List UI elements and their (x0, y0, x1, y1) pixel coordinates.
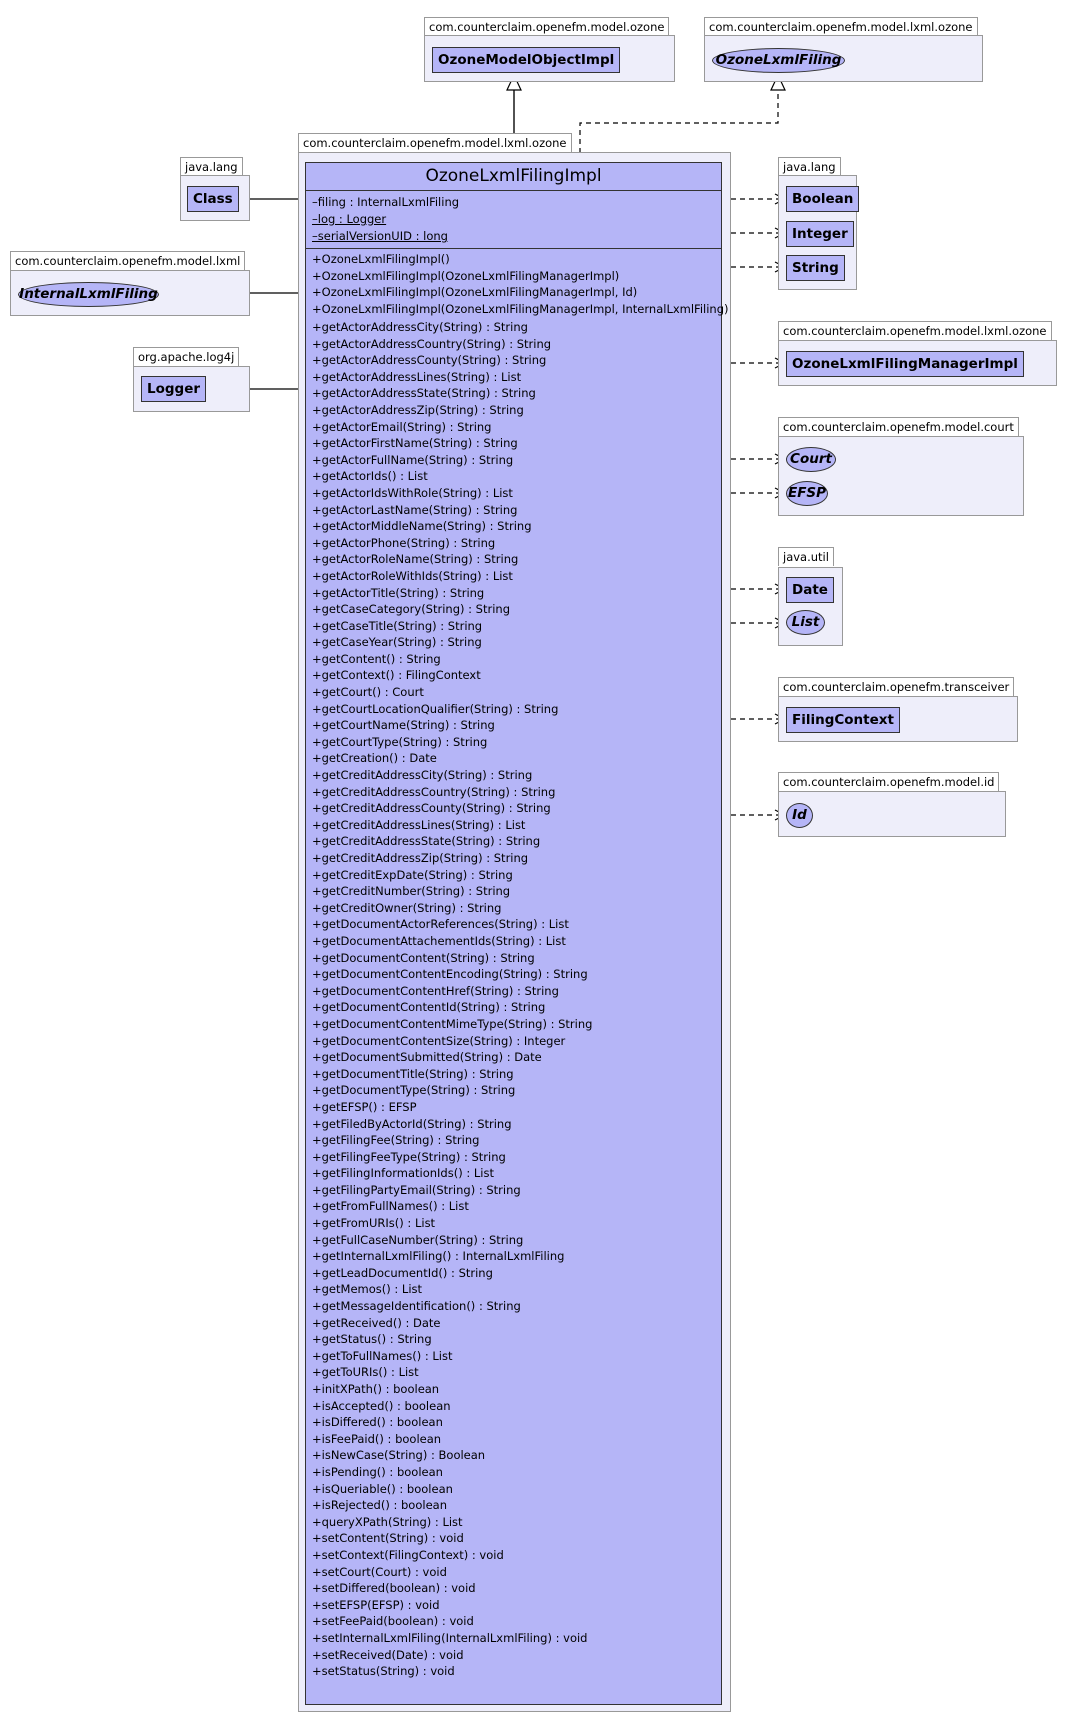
interface-court[interactable]: Court (786, 447, 836, 472)
method-row: +isQueriable() : boolean (312, 1481, 453, 1496)
method-row: +getDocumentContentEncoding(String) : String (312, 967, 588, 982)
method-row: +getCreditAddressCounty(String) : String (312, 801, 551, 816)
method-row: +getActorAddressLines(String) : List (312, 369, 522, 384)
class-class[interactable]: Class (187, 186, 239, 212)
method-row: +getCaseYear(String) : String (312, 635, 482, 650)
class-logger[interactable]: Logger (141, 376, 206, 402)
method-row: +getCreditOwner(String) : String (312, 900, 502, 915)
method-row: +getStatus() : String (312, 1332, 432, 1347)
constructor-row: +OzoneLxmlFilingImpl(OzoneLxmlFilingManagerImpl, Id) (312, 285, 638, 300)
method-row: +getDocumentType(String) : String (312, 1083, 516, 1098)
method-row: +getCourtType(String) : String (312, 734, 488, 749)
package-tab-model-ozone: com.counterclaim.openefm.model.ozone (424, 17, 669, 36)
method-row: +getReceived() : Date (312, 1315, 441, 1330)
static-field-row: –serialVersionUID : long (312, 228, 448, 243)
method-row: +getActorPhone(String) : String (312, 535, 496, 550)
method-row: +setCourt(Court) : void (312, 1564, 447, 1579)
method-row: +getCreditExpDate(String) : String (312, 867, 513, 882)
method-row: +getDocumentSubmitted(String) : Date (312, 1050, 542, 1065)
class-ozone-lxml-filing-manager-impl[interactable]: OzoneLxmlFilingManagerImpl (786, 351, 1024, 377)
method-row: +getDocumentContentId(String) : String (312, 1000, 546, 1015)
method-row: +getFromFullNames() : List (312, 1199, 469, 1214)
method-row: +getActorAddressCountry(String) : String (312, 336, 552, 351)
method-row: +isDiffered() : boolean (312, 1415, 443, 1430)
method-row: +isPending() : boolean (312, 1464, 443, 1479)
separator-fields (306, 190, 721, 191)
method-row: +getActorAddressState(String) : String (312, 386, 536, 401)
method-row: +isRejected() : boolean (312, 1498, 447, 1513)
method-row: +getFiledByActorId(String) : String (312, 1116, 512, 1131)
method-row: +getDocumentAttachementIds(String) : List (312, 933, 566, 948)
method-row: +getToURIs() : List (312, 1365, 419, 1380)
class-string[interactable]: String (786, 255, 845, 281)
method-row: +setReceived(Date) : void (312, 1647, 464, 1662)
method-row: +getContent() : String (312, 651, 441, 666)
method-row: +getToFullNames() : List (312, 1348, 453, 1363)
method-row: +isNewCase(String) : Boolean (312, 1448, 486, 1463)
method-row: +isFeePaid() : boolean (312, 1431, 442, 1446)
method-row: +getFilingPartyEmail(String) : String (312, 1182, 521, 1197)
method-row: +getDocumentContent(String) : String (312, 950, 535, 965)
method-row: +getActorAddressCity(String) : String (312, 320, 528, 334)
interface-efsp[interactable]: EFSP (786, 481, 828, 506)
interface-id[interactable]: Id (786, 803, 813, 828)
interface-list[interactable]: List (786, 610, 825, 635)
method-row: +getActorIdsWithRole(String) : List (312, 485, 513, 500)
method-row: +getCreditAddressCountry(String) : String (312, 784, 556, 799)
method-row: +getFullCaseNumber(String) : String (312, 1232, 524, 1247)
package-tab-model-lxml: com.counterclaim.openefm.model.lxml (10, 251, 245, 270)
constructor-row: +OzoneLxmlFilingImpl(OzoneLxmlFilingManagerImpl) (312, 268, 620, 283)
method-row: +getCreation() : Date (312, 751, 437, 766)
method-row: +getFilingFeeType(String) : String (312, 1149, 506, 1164)
static-field-row: –log : Logger (312, 212, 387, 226)
method-row: +getMemos() : List (312, 1282, 423, 1297)
method-row: +getCreditNumber(String) : String (312, 884, 511, 899)
method-row: +queryXPath(String) : List (312, 1514, 463, 1529)
static-fields-list (312, 211, 448, 244)
method-row: +getCourtLocationQualifier(String) : String (312, 701, 559, 716)
method-row: +setEFSP(EFSP) : void (312, 1597, 440, 1612)
class-date[interactable]: Date (786, 577, 834, 603)
method-row: +setContext(FilingContext) : void (312, 1547, 504, 1562)
method-row: +getActorRoleWithIds(String) : List (312, 568, 513, 583)
method-row: +getMessageIdentification() : String (312, 1299, 521, 1314)
separator-operations (306, 248, 721, 249)
method-row: +getLeadDocumentId() : String (312, 1265, 493, 1280)
method-row: +getCourtName(String) : String (312, 718, 495, 733)
method-row: +getFilingFee(String) : String (312, 1133, 480, 1148)
method-row: +getContext() : FilingContext (312, 668, 481, 683)
method-row: +getDocumentActorReferences(String) : List (312, 917, 569, 932)
method-row: +getDocumentContentMimeType(String) : String (312, 1016, 593, 1031)
method-row: +isAccepted() : boolean (312, 1398, 451, 1413)
constructor-row: +OzoneLxmlFilingImpl(OzoneLxmlFilingManagerImpl, InternalLxmlFiling) (312, 301, 729, 316)
constructor-row: +OzoneLxmlFilingImpl() (312, 252, 450, 266)
class-filing-context[interactable]: FilingContext (786, 707, 900, 733)
method-row: +getFilingInformationIds() : List (312, 1166, 494, 1181)
class-ozone-lxml-filing-impl[interactable] (305, 162, 729, 1705)
package-tab-java-lang-left: java.lang (180, 157, 243, 176)
constructors-list (312, 251, 729, 317)
method-row: +getActorTitle(String) : String (312, 585, 485, 600)
method-row: +getActorAddressCounty(String) : String (312, 353, 547, 368)
method-row: +initXPath() : boolean (312, 1382, 440, 1396)
package-tab-lxml-ozone-main: com.counterclaim.openefm.model.lxml.ozone (298, 133, 572, 152)
method-row: +setDiffered(boolean) : void (312, 1581, 476, 1596)
package-tab-java-util: java.util (778, 547, 834, 566)
method-row: +getActorLastName(String) : String (312, 502, 518, 517)
class-ozone-model-object-impl[interactable]: OzoneModelObjectImpl (432, 47, 620, 73)
method-row: +setFeePaid(boolean) : void (312, 1614, 474, 1629)
method-row: +setStatus(String) : void (312, 1664, 455, 1679)
method-row: +getActorEmail(String) : String (312, 419, 492, 434)
method-row: +getCreditAddressState(String) : String (312, 834, 541, 849)
method-row: +getActorAddressZip(String) : String (312, 402, 524, 417)
package-tab-log4j: org.apache.log4j (133, 347, 239, 366)
method-row: +getFromURIs() : List (312, 1216, 436, 1231)
method-row: +setContent(String) : void (312, 1531, 464, 1546)
package-tab-java-lang-right: java.lang (778, 157, 841, 176)
method-row: +setInternalLxmlFiling(InternalLxmlFiling) : void (312, 1630, 588, 1645)
method-row: +getActorIds() : List (312, 469, 428, 484)
package-tab-lxml-ozone-right: com.counterclaim.openefm.model.lxml.ozone (778, 321, 1052, 340)
method-row: +getEFSP() : EFSP (312, 1099, 417, 1114)
package-tab-transceiver: com.counterclaim.openefm.transceiver (778, 677, 1014, 696)
methods-list (312, 319, 592, 1680)
field-row: –filing : InternalLxmlFiling (312, 195, 460, 209)
method-row: +getInternalLxmlFiling() : InternalLxmlFiling (312, 1249, 565, 1264)
method-row: +getDocumentContentHref(String) : String (312, 983, 559, 998)
method-row: +getCourt() : Court (312, 685, 424, 700)
method-row: +getActorRoleName(String) : String (312, 552, 519, 567)
interface-ozone-lxml-filing[interactable]: OzoneLxmlFiling (712, 48, 845, 73)
class-title: OzoneLxmlFilingImpl (425, 166, 602, 186)
method-row: +getCreditAddressLines(String) : List (312, 817, 526, 832)
class-integer[interactable]: Integer (786, 221, 854, 247)
method-row: +getCaseTitle(String) : String (312, 618, 483, 633)
method-row: +getCreditAddressCity(String) : String (312, 768, 533, 783)
method-row: +getCreditAddressZip(String) : String (312, 851, 529, 865)
fields-list (312, 194, 459, 211)
method-row: +getDocumentTitle(String) : String (312, 1066, 514, 1081)
method-row: +getActorMiddleName(String) : String (312, 519, 532, 534)
package-tab-model-id: com.counterclaim.openefm.model.id (778, 772, 999, 791)
package-tab-lxml-ozone-top: com.counterclaim.openefm.model.lxml.ozone (704, 17, 978, 36)
class-boolean[interactable]: Boolean (786, 186, 859, 212)
package-tab-court: com.counterclaim.openefm.model.court (778, 417, 1019, 436)
method-row: +getCaseCategory(String) : String (312, 602, 510, 617)
method-row: +getDocumentContentSize(String) : Integer (312, 1033, 566, 1048)
method-row: +getActorFullName(String) : String (312, 452, 514, 467)
method-row: +getActorFirstName(String) : String (312, 436, 518, 451)
interface-internal-lxml-filing[interactable]: InternalLxmlFiling (18, 282, 159, 307)
